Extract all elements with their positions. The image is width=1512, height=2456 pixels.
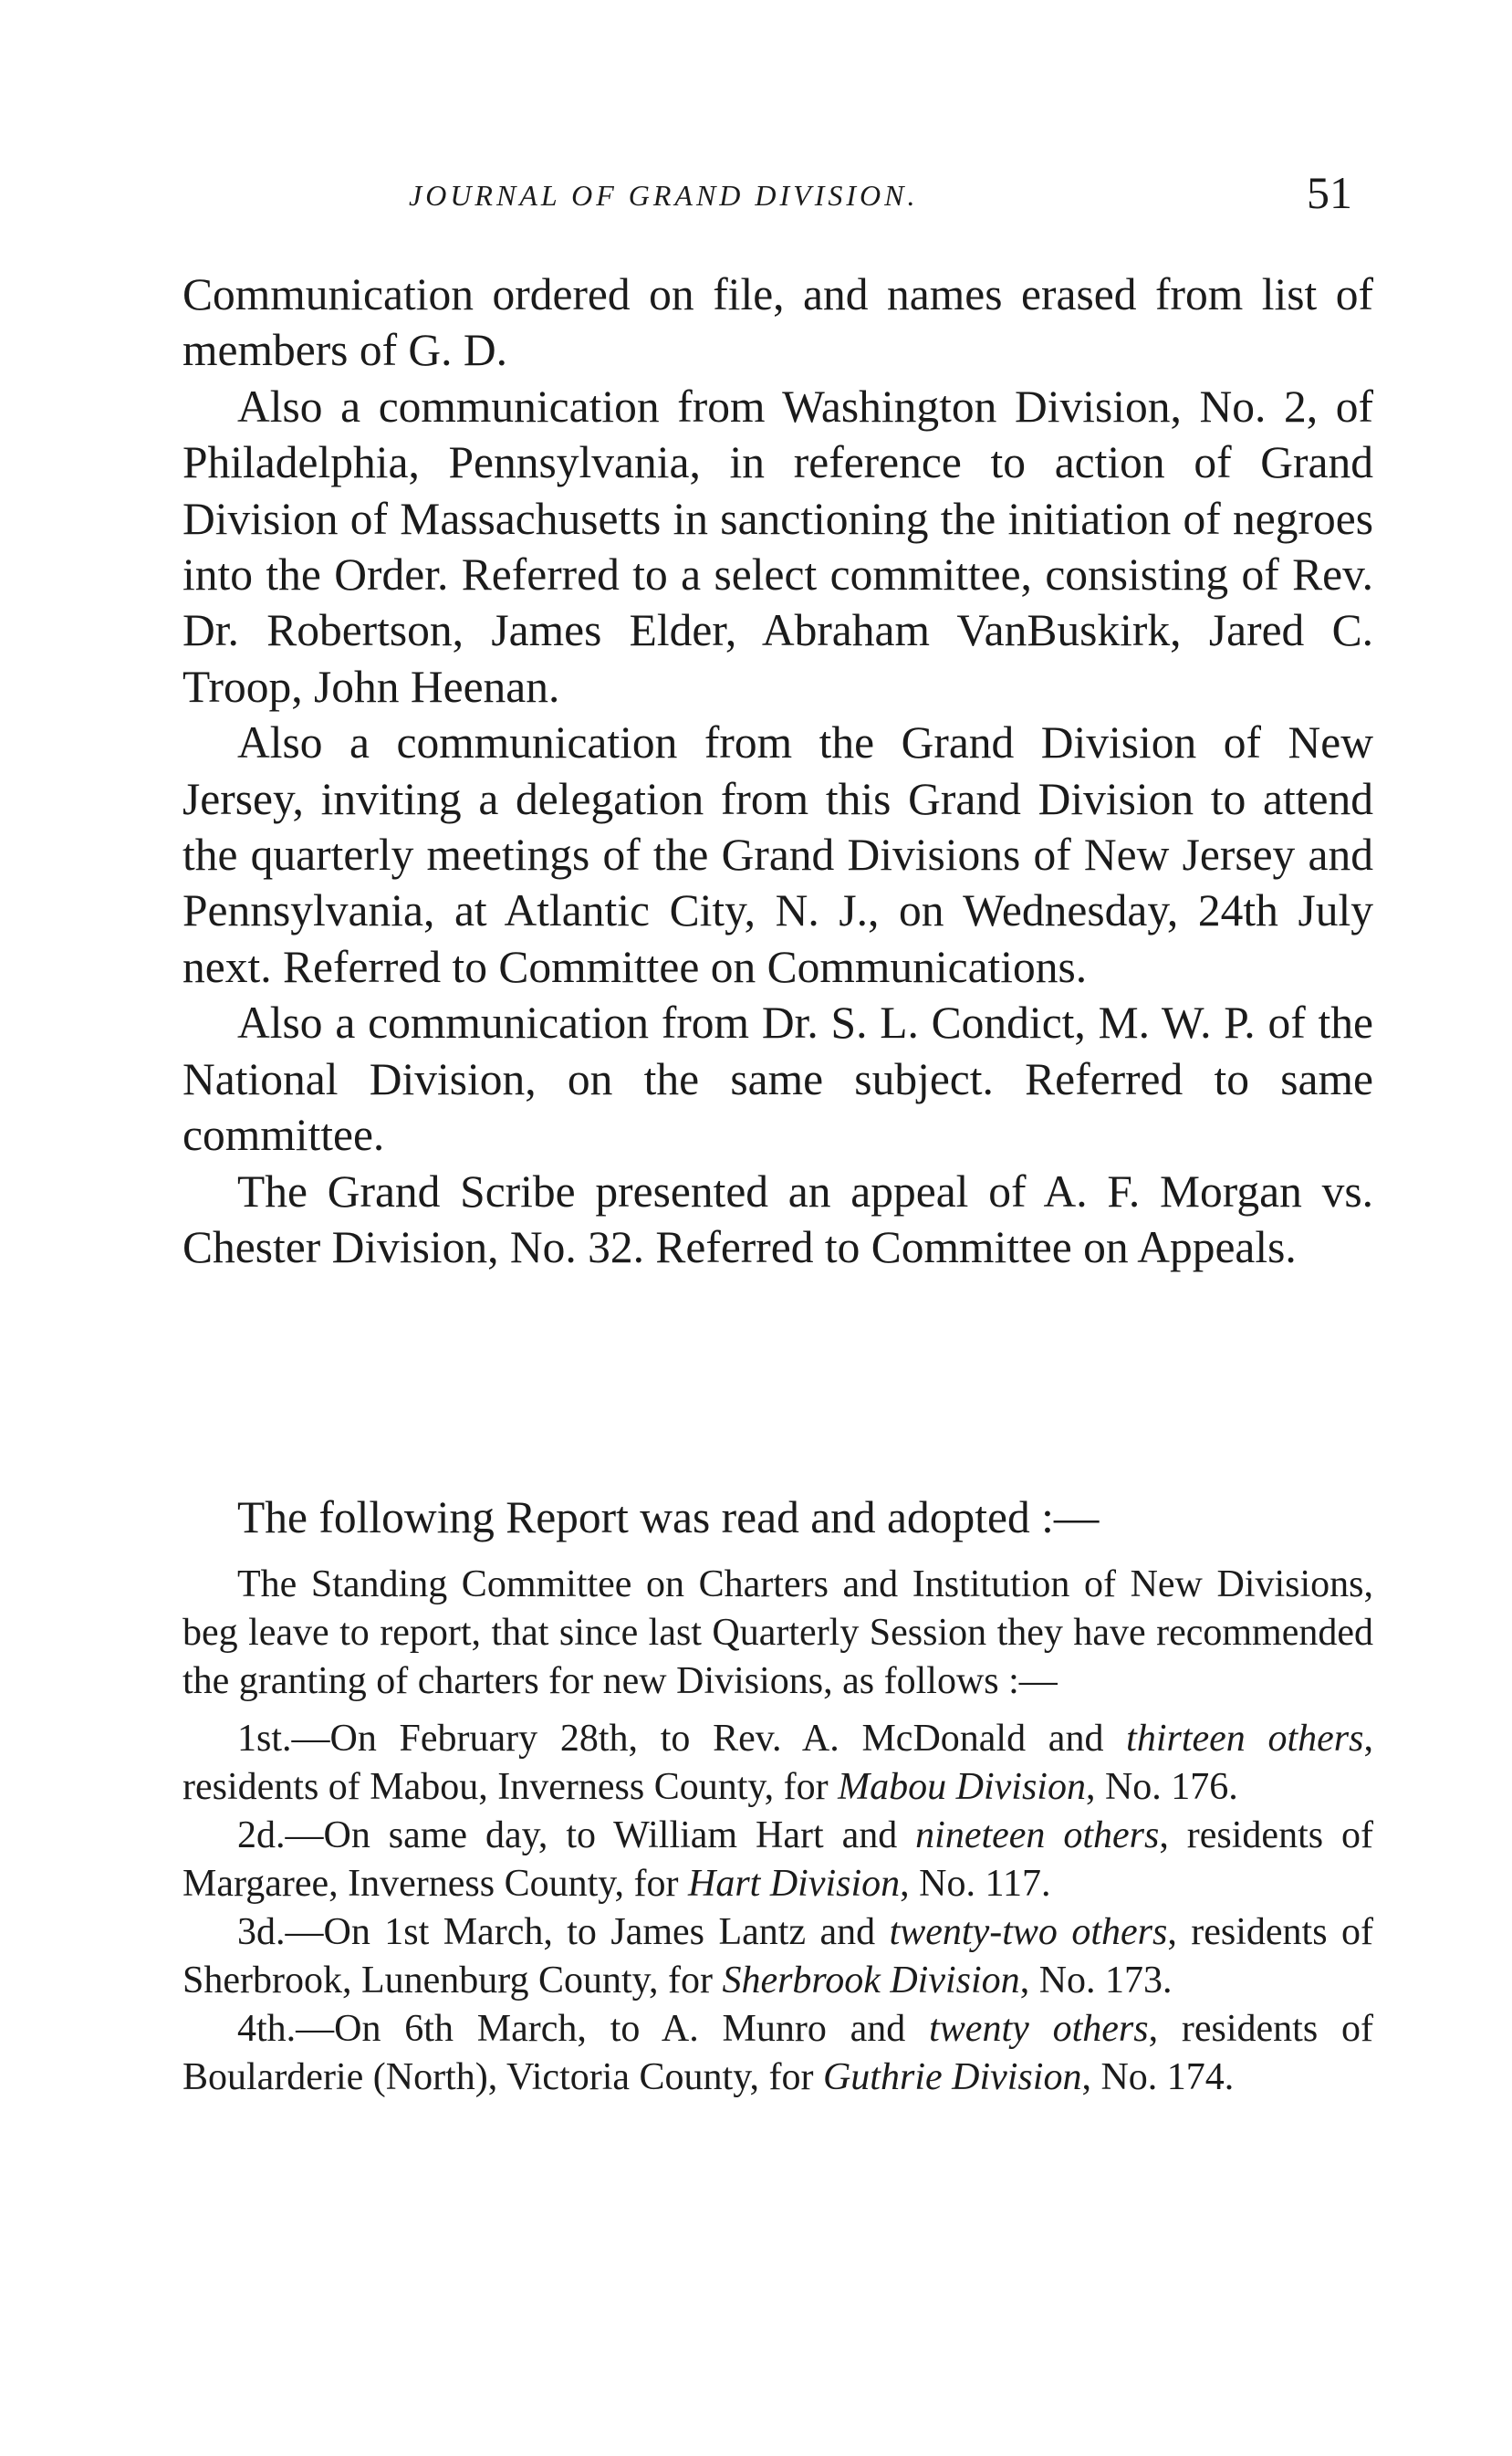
entry-text: , residents of Sherbrook, Lunenburg County, for: [182, 1911, 1373, 2001]
report-intro: The Standing Committee on Charters and Institution of New Divisions, beg leave to report, that since last Quarterly Session they have recommended the granting of charters for new Divisions, as follows :—: [182, 1563, 1373, 1702]
division-name: Hart Division: [688, 1863, 901, 1905]
entry-text: , residents of Margaree, Inverness County, for: [182, 1814, 1373, 1905]
entry-text: , residents of Boularderie (North), Victoria County, for: [182, 2008, 1373, 2098]
journal-text: [182, 267, 1373, 1275]
charter-entry: [182, 1715, 1373, 1812]
paragraph: Also a communication from Washington Division, No. 2, of Philadelphia, Pennsylvania, in reference to action of Grand Division of Massachusetts in sanctioning the initiation of negroes into the Order. Referred to a select committee, consisting of Rev. Dr. Robertson, James Elder, Abraham VanBuskirk, Jared C. Troop, John Heenan.: [182, 381, 1373, 712]
running-head: [0, 166, 1512, 230]
paragraph: Also a communication from Dr. S. L. Condict, M. W. P. of the National Division, on the same subject. Referred to same committee.: [182, 998, 1373, 1161]
committee-report: [182, 1561, 1373, 2102]
paragraph: The Grand Scribe presented an appeal of A. F. Morgan vs. Chester Division, No. 32. Referred to Committee on Appeals.: [182, 1165, 1373, 1272]
charter-entry: [182, 1812, 1373, 1908]
entry-text: , residents of Mabou, Inverness County, for: [182, 1718, 1373, 1808]
division-name: Sherbrook Division: [722, 1960, 1020, 2001]
charter-entry: [182, 2005, 1373, 2102]
entry-text: 2d.—On same day, to William Hart and: [237, 1814, 916, 1856]
charter-entry: [182, 1908, 1373, 2005]
entry-text: 3d.—On 1st March, to James Lantz and: [237, 1911, 890, 1953]
entry-text: , No. 173.: [1019, 1960, 1173, 2001]
entry-text: , No. 174.: [1081, 2056, 1235, 2098]
entry-text: , No. 176.: [1085, 1766, 1238, 1808]
page-number: 51: [1307, 167, 1352, 218]
entry-text: 1st.—On February 28th, to Rev. A. McDonald and: [237, 1718, 1127, 1760]
running-title: JOURNAL OF GRAND DIVISION.: [409, 179, 919, 212]
entry-text: , No. 117.: [900, 1863, 1051, 1905]
entry-text: 4th.—On 6th March, to A. Munro and: [237, 2008, 930, 2050]
paragraph: Also a communication from the Grand Division of New Jersey, inviting a delegation from this Grand Division to attend the quarterly meetings of the Grand Divisions of New Jersey and Pennsylvania, at Atlantic City, N. J., on Wednesday, 24th July next. Referred to Committee on Communications.: [182, 717, 1373, 992]
division-name: Guthrie Division: [822, 2056, 1082, 2098]
entry-italic: thirteen others: [1126, 1718, 1364, 1760]
entry-italic: twenty others: [929, 2008, 1149, 2050]
entry-italic: nineteen others: [915, 1814, 1160, 1856]
entry-italic: twenty-two others: [889, 1911, 1168, 1953]
paragraph: Communication ordered on file, and names erased from list of members of G. D.: [182, 269, 1373, 376]
report-heading: The following Report was read and adopted :—: [237, 1492, 1100, 1542]
division-name: Mabou Division: [838, 1766, 1086, 1808]
